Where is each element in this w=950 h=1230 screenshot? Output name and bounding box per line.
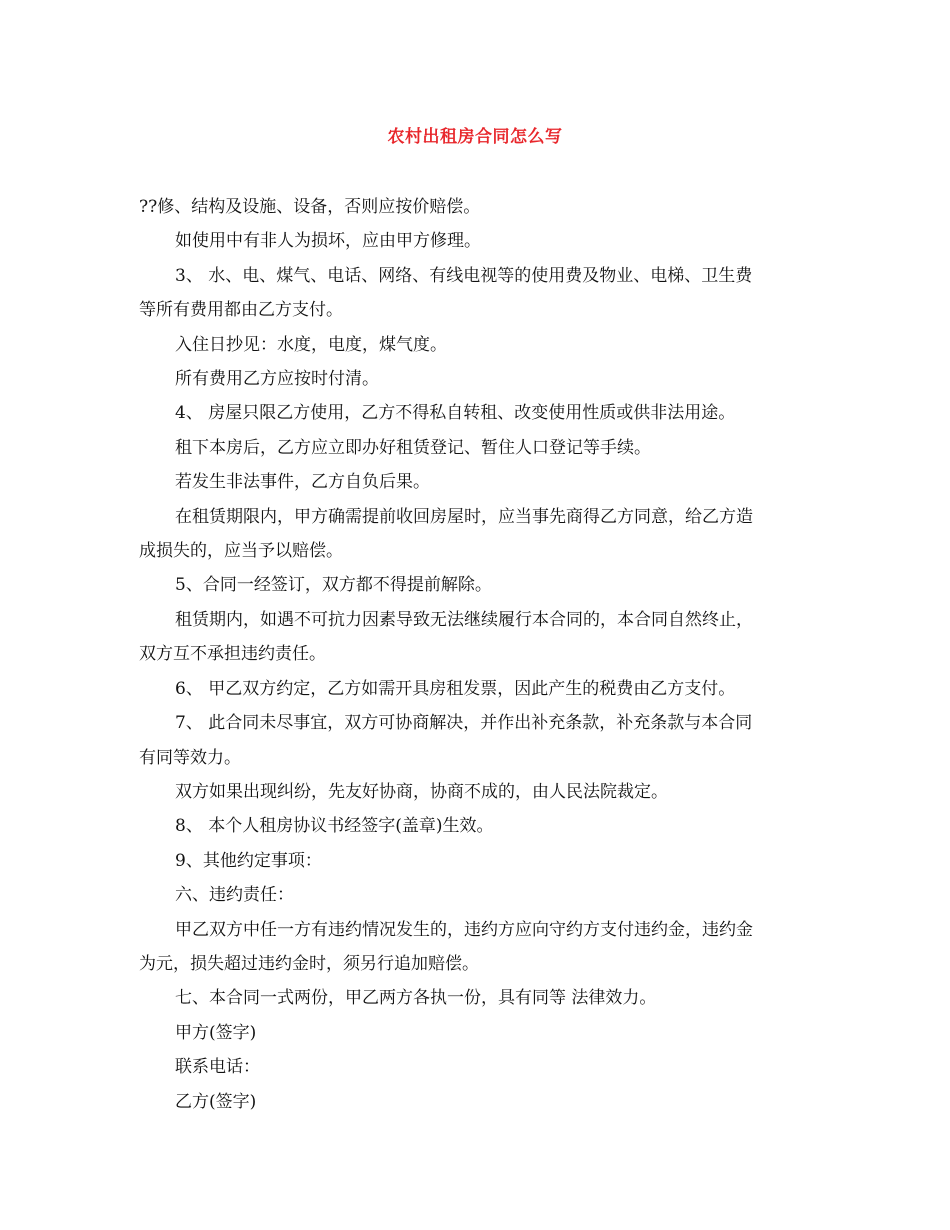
paragraph-line: 双方互不承担违约责任。 [139, 644, 326, 665]
paragraph-line: 9、其他约定事项： [175, 850, 322, 871]
paragraph-line: 4、 房屋只限乙方使用，乙方不得私自转租、改变使用性质或供非法用途。 [175, 403, 736, 424]
paragraph-line: 6、 甲乙双方约定，乙方如需开具房租发票，因此产生的税费由乙方支付。 [175, 678, 736, 699]
paragraph-line: 所有费用乙方应按时付清。 [175, 369, 379, 390]
paragraph-line: 在租赁期限内，甲方确需提前收回房屋时，应当事先商得乙方同意，给乙方造 [175, 506, 753, 527]
paragraph-line: 六、违约责任： [175, 885, 294, 906]
paragraph-line: 5、合同一经签订，双方都不得提前解除。 [175, 575, 492, 596]
contact-phone: 联系电话： [175, 1057, 260, 1078]
paragraph-line: 8、 本个人租房协议书经签字(盖章)生效。 [175, 816, 494, 837]
document-title: 农村出租房合同怎么写 [387, 127, 563, 147]
paragraph-line: 租下本房后，乙方应立即办好租赁登记、暂住人口登记等手续。 [175, 437, 651, 458]
paragraph-line: 七、本合同一式两份，甲乙两方各执一份，具有同等 法律效力。 [175, 988, 657, 1009]
paragraph-line: 甲乙双方中任一方有违约情况发生的，违约方应向守约方支付违约金，违约金 [175, 919, 753, 940]
paragraph-line: 等所有费用都由乙方支付。 [139, 300, 343, 321]
paragraph-line: 7、 此合同未尽事宜，双方可协商解决，并作出补充条款，补充条款与本合同 [175, 713, 753, 734]
paragraph-line: 为元，损失超过违约金时，须另行追加赔偿。 [139, 953, 479, 974]
paragraph-line: ??修、结构及设施、设备，否则应按价赔偿。 [139, 197, 481, 217]
paragraph-line: 双方如果出现纠纷，先友好协商，协商不成的，由人民法院裁定。 [175, 781, 668, 802]
paragraph-line: 若发生非法事件，乙方自负后果。 [175, 472, 430, 493]
paragraph-line: 入住日抄见：水度，电度，煤气度。 [175, 334, 447, 355]
paragraph-line: 成损失的，应当予以赔偿。 [139, 541, 343, 562]
paragraph-line: 如使用中有非人为损坏，应由甲方修理。 [175, 231, 481, 252]
document-body [139, 190, 815, 1119]
signature-party-b: 乙方(签字) [175, 1091, 257, 1112]
paragraph-line: 有同等效力。 [139, 747, 241, 768]
paragraph-line: 3、 水、电、煤气、电话、网络、有线电视等的使用费及物业、电梯、卫生费 [175, 265, 753, 286]
paragraph-line: 租赁期内，如遇不可抗力因素导致无法继续履行本合同的，本合同自然终止， [175, 609, 753, 630]
signature-party-a: 甲方(签字) [175, 1022, 257, 1043]
